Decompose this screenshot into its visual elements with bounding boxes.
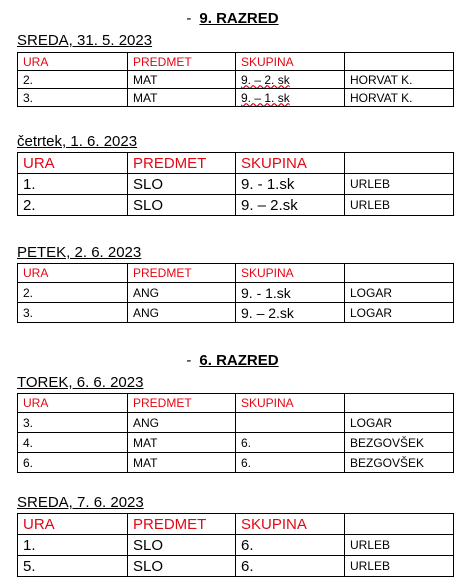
cell-predmet: SLO [128, 535, 236, 556]
cell-skupina [236, 71, 345, 89]
header-ura: URA [18, 53, 128, 71]
cell-skupina: 6. [236, 535, 345, 556]
cell-skupina: 9. - 1.sk [236, 283, 345, 303]
cell-ura: 4. [18, 433, 128, 453]
cell-predmet: ANG [128, 303, 236, 323]
cell-ura: 3. [18, 303, 128, 323]
cell-predmet: SLO [128, 195, 236, 216]
table-row [18, 303, 454, 323]
table-header-row [18, 514, 454, 535]
schedule-table-cetrtek-1-6 [17, 152, 454, 216]
header-ura: URA [18, 264, 128, 283]
cell-teacher: BEZGOVŠEK [345, 453, 454, 473]
skupina-text: 9. – 2. sk [241, 72, 290, 87]
table-header-row [18, 53, 454, 71]
cell-teacher: URLEB [345, 195, 454, 216]
section-heading-9 [0, 10, 465, 27]
header-predmet: PREDMET [128, 153, 236, 174]
table-header-row [18, 394, 454, 413]
section-heading-6 [0, 352, 465, 369]
table-row [18, 71, 454, 89]
cell-teacher: HORVAT K. [345, 71, 454, 89]
header-teacher [345, 153, 454, 174]
schedule-table-torek-6-6 [17, 393, 454, 473]
table-header-row [18, 153, 454, 174]
heading-dash: - [186, 352, 192, 369]
header-teacher [345, 514, 454, 535]
cell-ura: 6. [18, 453, 128, 473]
cell-predmet: SLO [128, 174, 236, 195]
cell-teacher: URLEB [345, 174, 454, 195]
header-skupina: SKUPINA [236, 514, 345, 535]
header-predmet: PREDMET [128, 514, 236, 535]
cell-teacher: LOGAR [345, 283, 454, 303]
header-skupina: SKUPINA [236, 264, 345, 283]
header-skupina: SKUPINA [236, 394, 345, 413]
schedule-table-sreda-7-6 [17, 513, 454, 577]
skupina-text: 9. – 1. sk [241, 90, 290, 105]
day-title-cetrtek-1-6: četrtek, 1. 6. 2023 [17, 133, 138, 150]
cell-teacher: LOGAR [345, 303, 454, 323]
cell-teacher: URLEB [345, 535, 454, 556]
cell-teacher: URLEB [345, 556, 454, 577]
section-title: 9. RAZRED [199, 10, 279, 27]
table-row [18, 535, 454, 556]
table-row [18, 283, 454, 303]
cell-ura: 3. [18, 89, 128, 107]
cell-predmet: MAT [128, 71, 236, 89]
cell-skupina: 6. [236, 433, 345, 453]
section-title: 6. RAZRED [199, 352, 279, 369]
table-row [18, 195, 454, 216]
cell-predmet: MAT [128, 453, 236, 473]
cell-skupina [236, 89, 345, 107]
header-predmet: PREDMET [128, 264, 236, 283]
cell-skupina [236, 413, 345, 433]
cell-ura: 1. [18, 535, 128, 556]
header-teacher [345, 53, 454, 71]
cell-teacher: BEZGOVŠEK [345, 433, 454, 453]
table-row [18, 89, 454, 107]
cell-teacher: HORVAT K. [345, 89, 454, 107]
header-ura: URA [18, 514, 128, 535]
cell-predmet: MAT [128, 89, 236, 107]
cell-ura: 1. [18, 174, 128, 195]
schedule-table-petek-2-6 [17, 263, 454, 323]
header-predmet: PREDMET [128, 394, 236, 413]
table-row [18, 433, 454, 453]
cell-predmet: SLO [128, 556, 236, 577]
header-predmet: PREDMET [128, 53, 236, 71]
header-skupina: SKUPINA [236, 153, 345, 174]
day-title-sreda-31-5: SREDA, 31. 5. 2023 [17, 32, 153, 49]
cell-ura: 5. [18, 556, 128, 577]
day-title-sreda-7-6: SREDA, 7. 6. 2023 [17, 494, 144, 511]
cell-skupina: 9. - 1.sk [236, 174, 345, 195]
table-row [18, 556, 454, 577]
cell-skupina: 9. – 2.sk [236, 303, 345, 323]
header-ura: URA [18, 394, 128, 413]
cell-predmet: MAT [128, 433, 236, 453]
header-teacher [345, 264, 454, 283]
table-row [18, 413, 454, 433]
header-skupina: SKUPINA [236, 53, 345, 71]
schedule-table-sreda-31-5 [17, 52, 454, 107]
day-title-torek-6-6: TOREK, 6. 6. 2023 [17, 374, 144, 391]
table-row [18, 453, 454, 473]
table-header-row [18, 264, 454, 283]
cell-ura: 3. [18, 413, 128, 433]
cell-predmet: ANG [128, 413, 236, 433]
cell-skupina: 6. [236, 453, 345, 473]
day-title-petek-2-6: PETEK, 2. 6. 2023 [17, 244, 142, 261]
heading-dash: - [186, 10, 192, 27]
cell-ura: 2. [18, 283, 128, 303]
cell-skupina: 6. [236, 556, 345, 577]
table-row [18, 174, 454, 195]
header-teacher [345, 394, 454, 413]
cell-teacher: LOGAR [345, 413, 454, 433]
cell-ura: 2. [18, 195, 128, 216]
cell-skupina: 9. – 2.sk [236, 195, 345, 216]
cell-ura: 2. [18, 71, 128, 89]
header-ura: URA [18, 153, 128, 174]
cell-predmet: ANG [128, 283, 236, 303]
